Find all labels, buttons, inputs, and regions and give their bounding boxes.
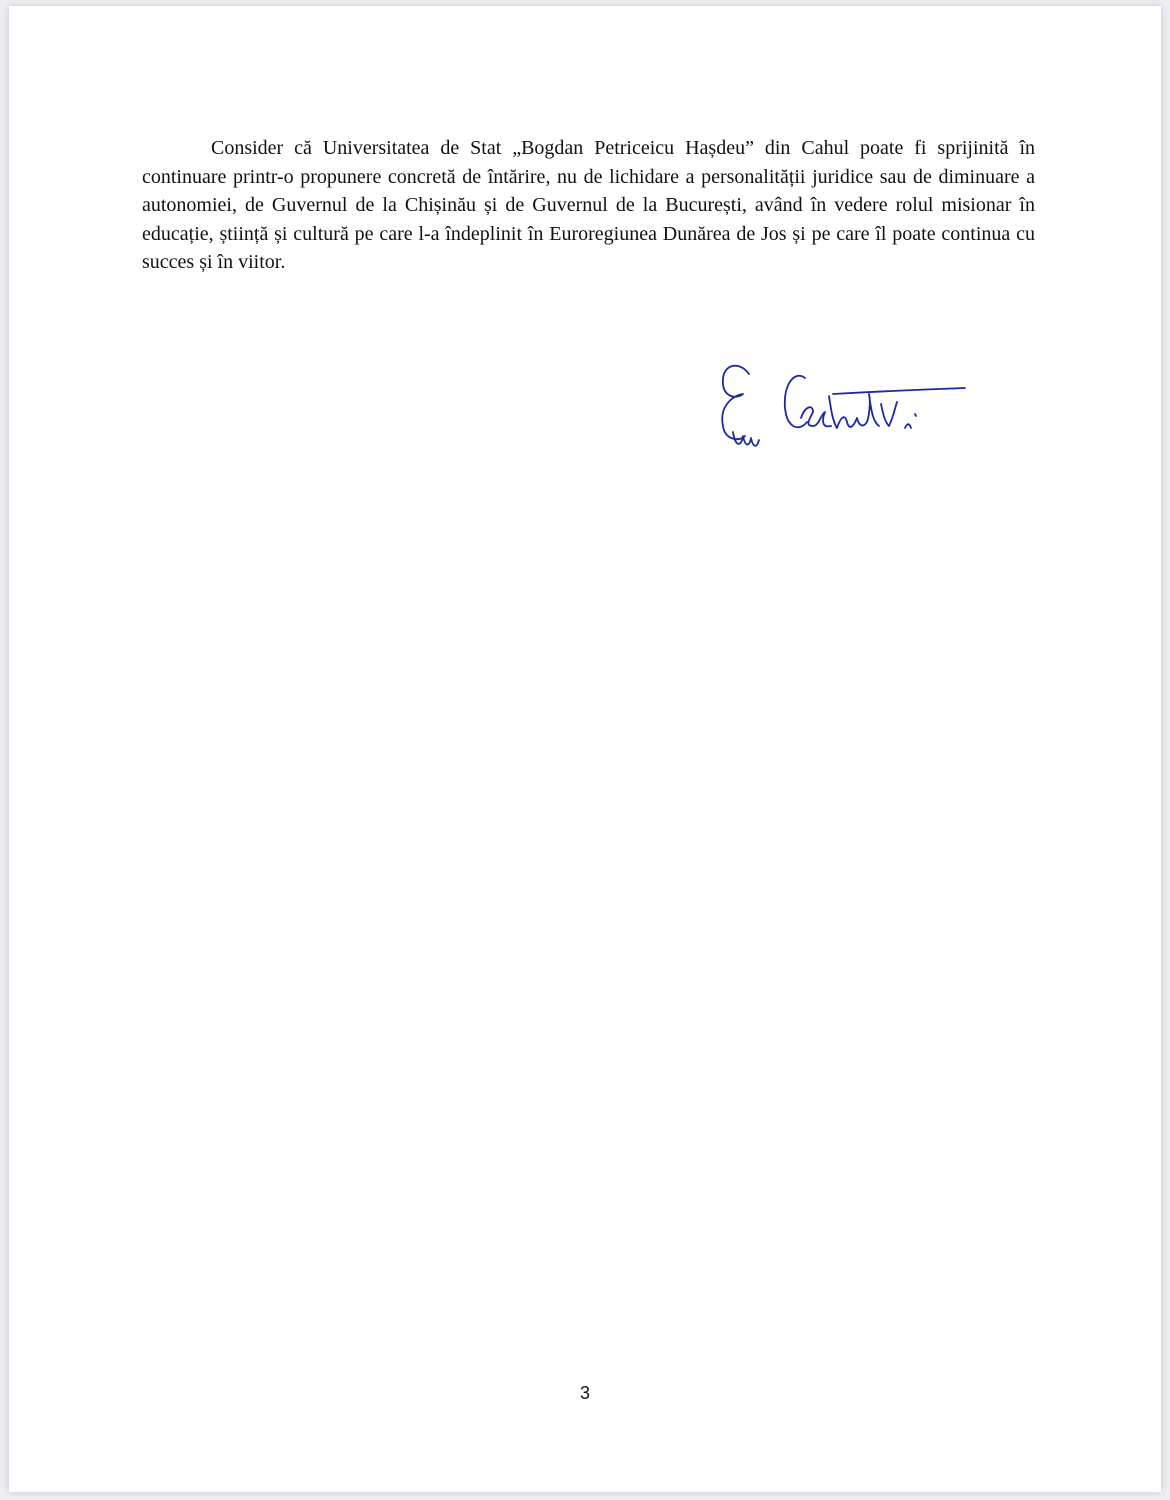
signature-stroke [881, 402, 897, 426]
signature-stroke [833, 388, 965, 394]
signature-stroke [829, 394, 879, 428]
handwritten-signature [709, 356, 969, 456]
signature-stroke [722, 366, 749, 439]
signature-stroke [785, 376, 807, 428]
signature-stroke [915, 414, 916, 416]
page-number: 3 [579, 1383, 590, 1403]
body-paragraph: Consider că Universitatea de Stat „Bogdan Petriceicu Hașdeu” din Cahul poate fi sprijinită în continuare printr-o propunere concretă de întărire, nu de lichidare a personalității juridice sau de diminuare a autonomiei, de Guvernul de la Chișinău și de Guvernul de la București, având în vedere rolul misionar în educație, știință și cultură pe care l-a îndeplinit în Euroregiunea Dunărea de Jos și pe care îl poate continua cu succes și în viitor. [142, 137, 1035, 274]
signature-stroke [905, 424, 911, 428]
document-page [9, 6, 1161, 1492]
